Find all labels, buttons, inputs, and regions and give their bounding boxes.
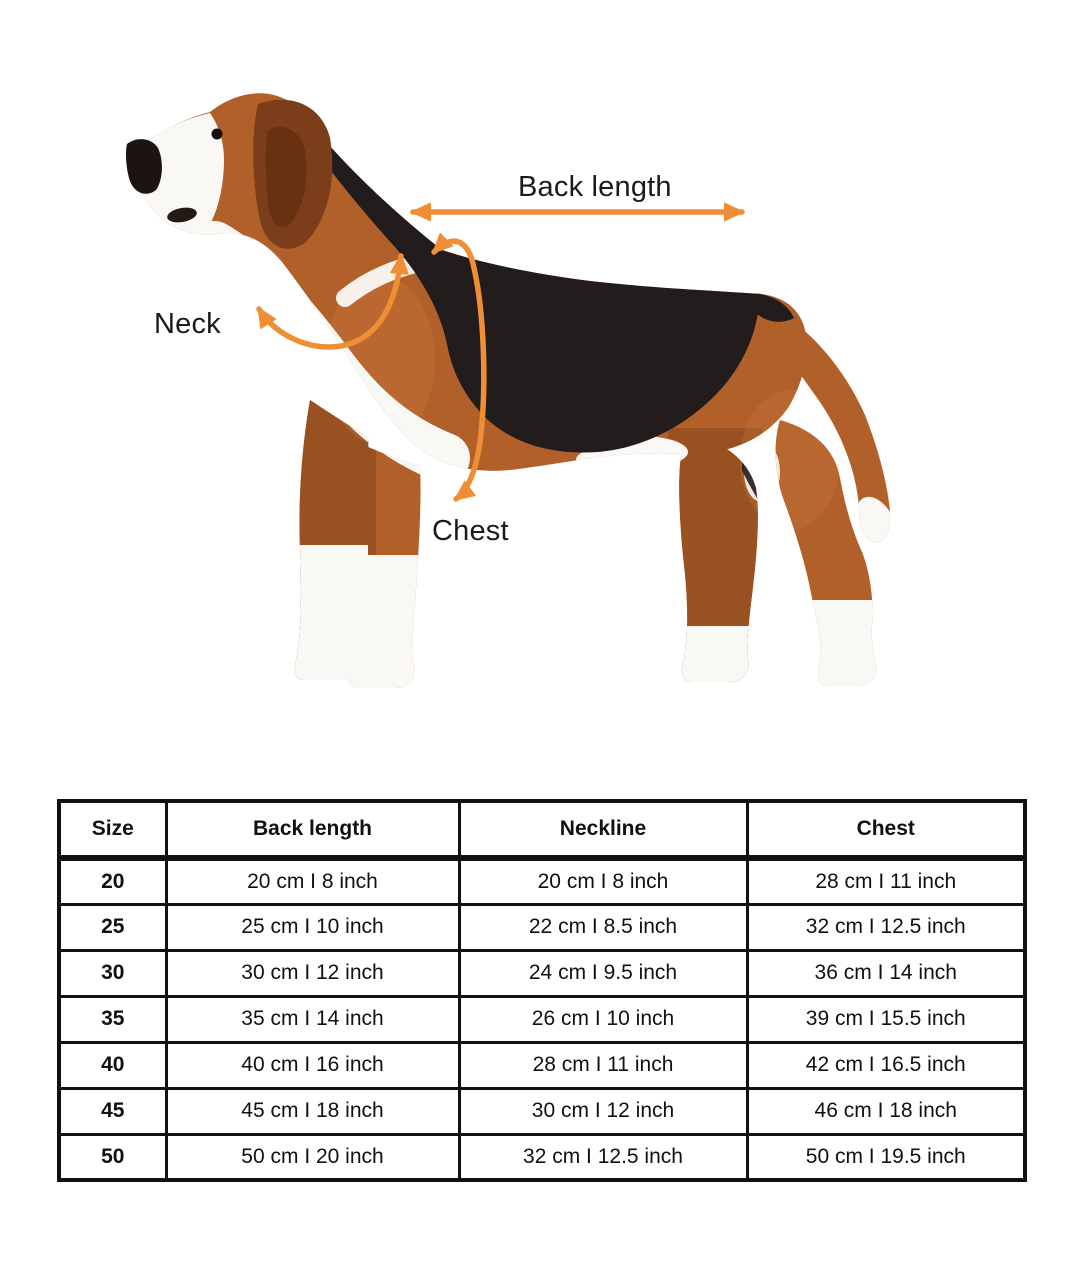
back-length-label: Back length xyxy=(518,171,672,203)
cell-chest: 36 cm I 14 inch xyxy=(747,950,1025,996)
cell-chest: 46 cm I 18 inch xyxy=(747,1088,1025,1134)
cell-back-length: 20 cm I 8 inch xyxy=(166,858,459,904)
cell-neckline: 24 cm I 9.5 inch xyxy=(459,950,747,996)
cell-back-length: 30 cm I 12 inch xyxy=(166,950,459,996)
cell-size: 35 xyxy=(59,996,166,1042)
dog-eye xyxy=(212,129,223,140)
cell-size: 20 xyxy=(59,858,166,904)
cell-back-length: 25 cm I 10 inch xyxy=(166,904,459,950)
table-row xyxy=(59,996,1025,1042)
dog-nose xyxy=(126,139,162,194)
cell-size: 30 xyxy=(59,950,166,996)
cell-chest: 28 cm I 11 inch xyxy=(747,858,1025,904)
cell-back-length: 35 cm I 14 inch xyxy=(166,996,459,1042)
cell-chest: 42 cm I 16.5 inch xyxy=(747,1042,1025,1088)
table-row xyxy=(59,904,1025,950)
cell-neckline: 20 cm I 8 inch xyxy=(459,858,747,904)
header-row xyxy=(59,801,1025,858)
table-row xyxy=(59,950,1025,996)
cell-size: 25 xyxy=(59,904,166,950)
cell-neckline: 30 cm I 12 inch xyxy=(459,1088,747,1134)
size-table-header xyxy=(59,801,1025,858)
cell-size: 40 xyxy=(59,1042,166,1088)
col-header-chest: Chest xyxy=(747,801,1025,858)
cell-neckline: 26 cm I 10 inch xyxy=(459,996,747,1042)
table-row xyxy=(59,1088,1025,1134)
cell-size: 50 xyxy=(59,1134,166,1180)
col-header-back-length: Back length xyxy=(166,801,459,858)
cell-size: 45 xyxy=(59,1088,166,1134)
cell-neckline: 32 cm I 12.5 inch xyxy=(459,1134,747,1180)
cell-chest: 32 cm I 12.5 inch xyxy=(747,904,1025,950)
cell-back-length: 40 cm I 16 inch xyxy=(166,1042,459,1088)
size-table-body xyxy=(59,858,1025,1180)
cell-chest: 39 cm I 15.5 inch xyxy=(747,996,1025,1042)
cell-chest: 50 cm I 19.5 inch xyxy=(747,1134,1025,1180)
cell-back-length: 50 cm I 20 inch xyxy=(166,1134,459,1180)
col-header-size: Size xyxy=(59,801,166,858)
chest-label: Chest xyxy=(432,515,509,547)
cell-back-length: 45 cm I 18 inch xyxy=(166,1088,459,1134)
cell-neckline: 28 cm I 11 inch xyxy=(459,1042,747,1088)
cell-neckline: 22 cm I 8.5 inch xyxy=(459,904,747,950)
size-table xyxy=(57,799,1027,1182)
table-row xyxy=(59,1134,1025,1180)
table-row xyxy=(59,1042,1025,1088)
neck-label: Neck xyxy=(154,308,221,340)
table-row xyxy=(59,858,1025,904)
col-header-neckline: Neckline xyxy=(459,801,747,858)
